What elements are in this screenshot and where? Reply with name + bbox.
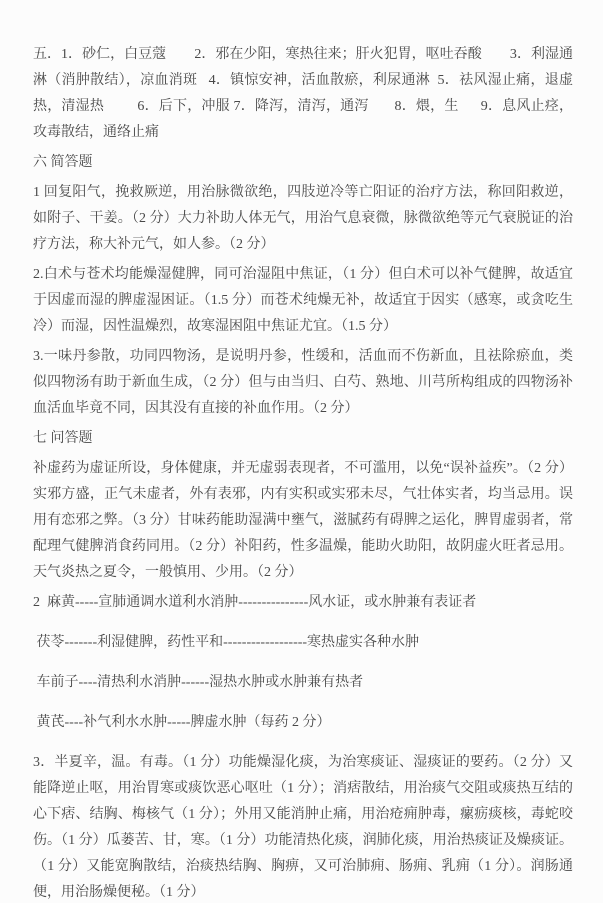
short-answer-section-heading: 六 简答题 [33,155,93,170]
drug-match-line-cheqianzi: 车前子----清热利水消肿------湿热水肿或水肿兼有热者 [33,675,364,690]
short-answer-3: 3.一味丹参散，功同四物汤，是说明丹参，性缓和，活血而不伤新血，且祛除瘀血，类似四物汤有助于新血生成，（2 分）但与由当归、白芍、熟地、川芎所构组成的四物汤补血活血毕竟不同，因其没有直接的补血作用。（2 分） [33,349,573,416]
drug-match-line-huangqi: 黄芪----补气利水水肿-----脾虚水肿（每药 2 分） [33,715,331,730]
short-answer-2: 2.白术与苍术均能燥湿健脾，同可治湿阻中焦证，（1 分）但白术可以补气健脾，故适宜于因虚而湿的脾虚湿困证。（1.5 分）而苍术纯燥无补，故适宜于因实（感寒，或贪吃生冷）而湿，因性温燥烈，故寒湿困阻中焦证尤宜。（1.5 分） [33,267,573,334]
fill-blank-answers-section-five: 五．1．砂仁，白豆蔻 2．邪在少阳，寒热往来；肝火犯胃，呕吐吞酸 3．利湿通淋（消肿散结），凉血消斑 4．镇惊安神，活血散瘀，利尿通淋 5．祛风湿止痛，退虚热，清湿热 6．后下，冲服 7．降泻，清泻，通泻 8．煨，生 9．息风止痉，攻毒散结，通络止痛 [33,47,573,140]
essay-answer-1: 补虚药为虚证所设，身体健康，并无虚弱表现者，不可滥用，以免“误补益疾”。（2 分）实邪方盛，正气未虚者，外有表邪，内有实积或实邪未尽，气壮体实者，均当忌用。误用有恋邪之弊。（3 分）甘味药能助湿满中壅气，滋腻药有碍脾之运化，脾胃虚弱者，常配理气健脾消食药同用。（2 分）补阳药，性多温燥，能助火助阳，故阴虚火旺者忌用。天气炎热之夏令，一般慎用、少用。（2 分） [33,461,573,580]
essay-section-heading: 七 问答题 [33,431,93,446]
essay-answer-3: 3．半夏辛，温。有毒。（1 分）功能燥湿化痰，为治寒痰证、湿痰证的要药。（2 分）又能降逆止呕，用治胃寒或痰饮恶心呕吐（1 分）；消痞散结，用治痰气交阻或痰热互结的心下痞、结胸、梅核气（1 分）；外用又能消肿止痛，用治疮痈肿毒，瘰疬痰核，毒蛇咬伤。（1 分）瓜蒌苦、甘，寒。（1 分）功能清热化痰，润肺化痰，用治热痰证及燥痰证。（1 分）又能宽胸散结，治痰热结胸、胸痹，又可治肺痈、肠痈、乳痈（1 分）。润肠通便，用治肠燥便秘。（1 分） [33,755,573,900]
drug-match-line-fuling: 茯苓-------利湿健脾，药性平和------------------寒热虚实各种水肿 [33,635,420,650]
drug-match-line-mahuang: 2 麻黄-----宣肺通调水道利水消肿---------------风水证，或水肿兼有表证者 [33,595,477,610]
short-answer-1: 1 回复阳气，挽救厥逆，用治脉微欲绝，四肢逆冷等亡阳证的治疗方法，称回阳救逆，如附子、干姜。（2 分）大力补助人体无气，用治气息衰微，脉微欲绝等元气衰脱证的治疗方法，称大补元气，如人参。（2 分） [33,185,573,252]
